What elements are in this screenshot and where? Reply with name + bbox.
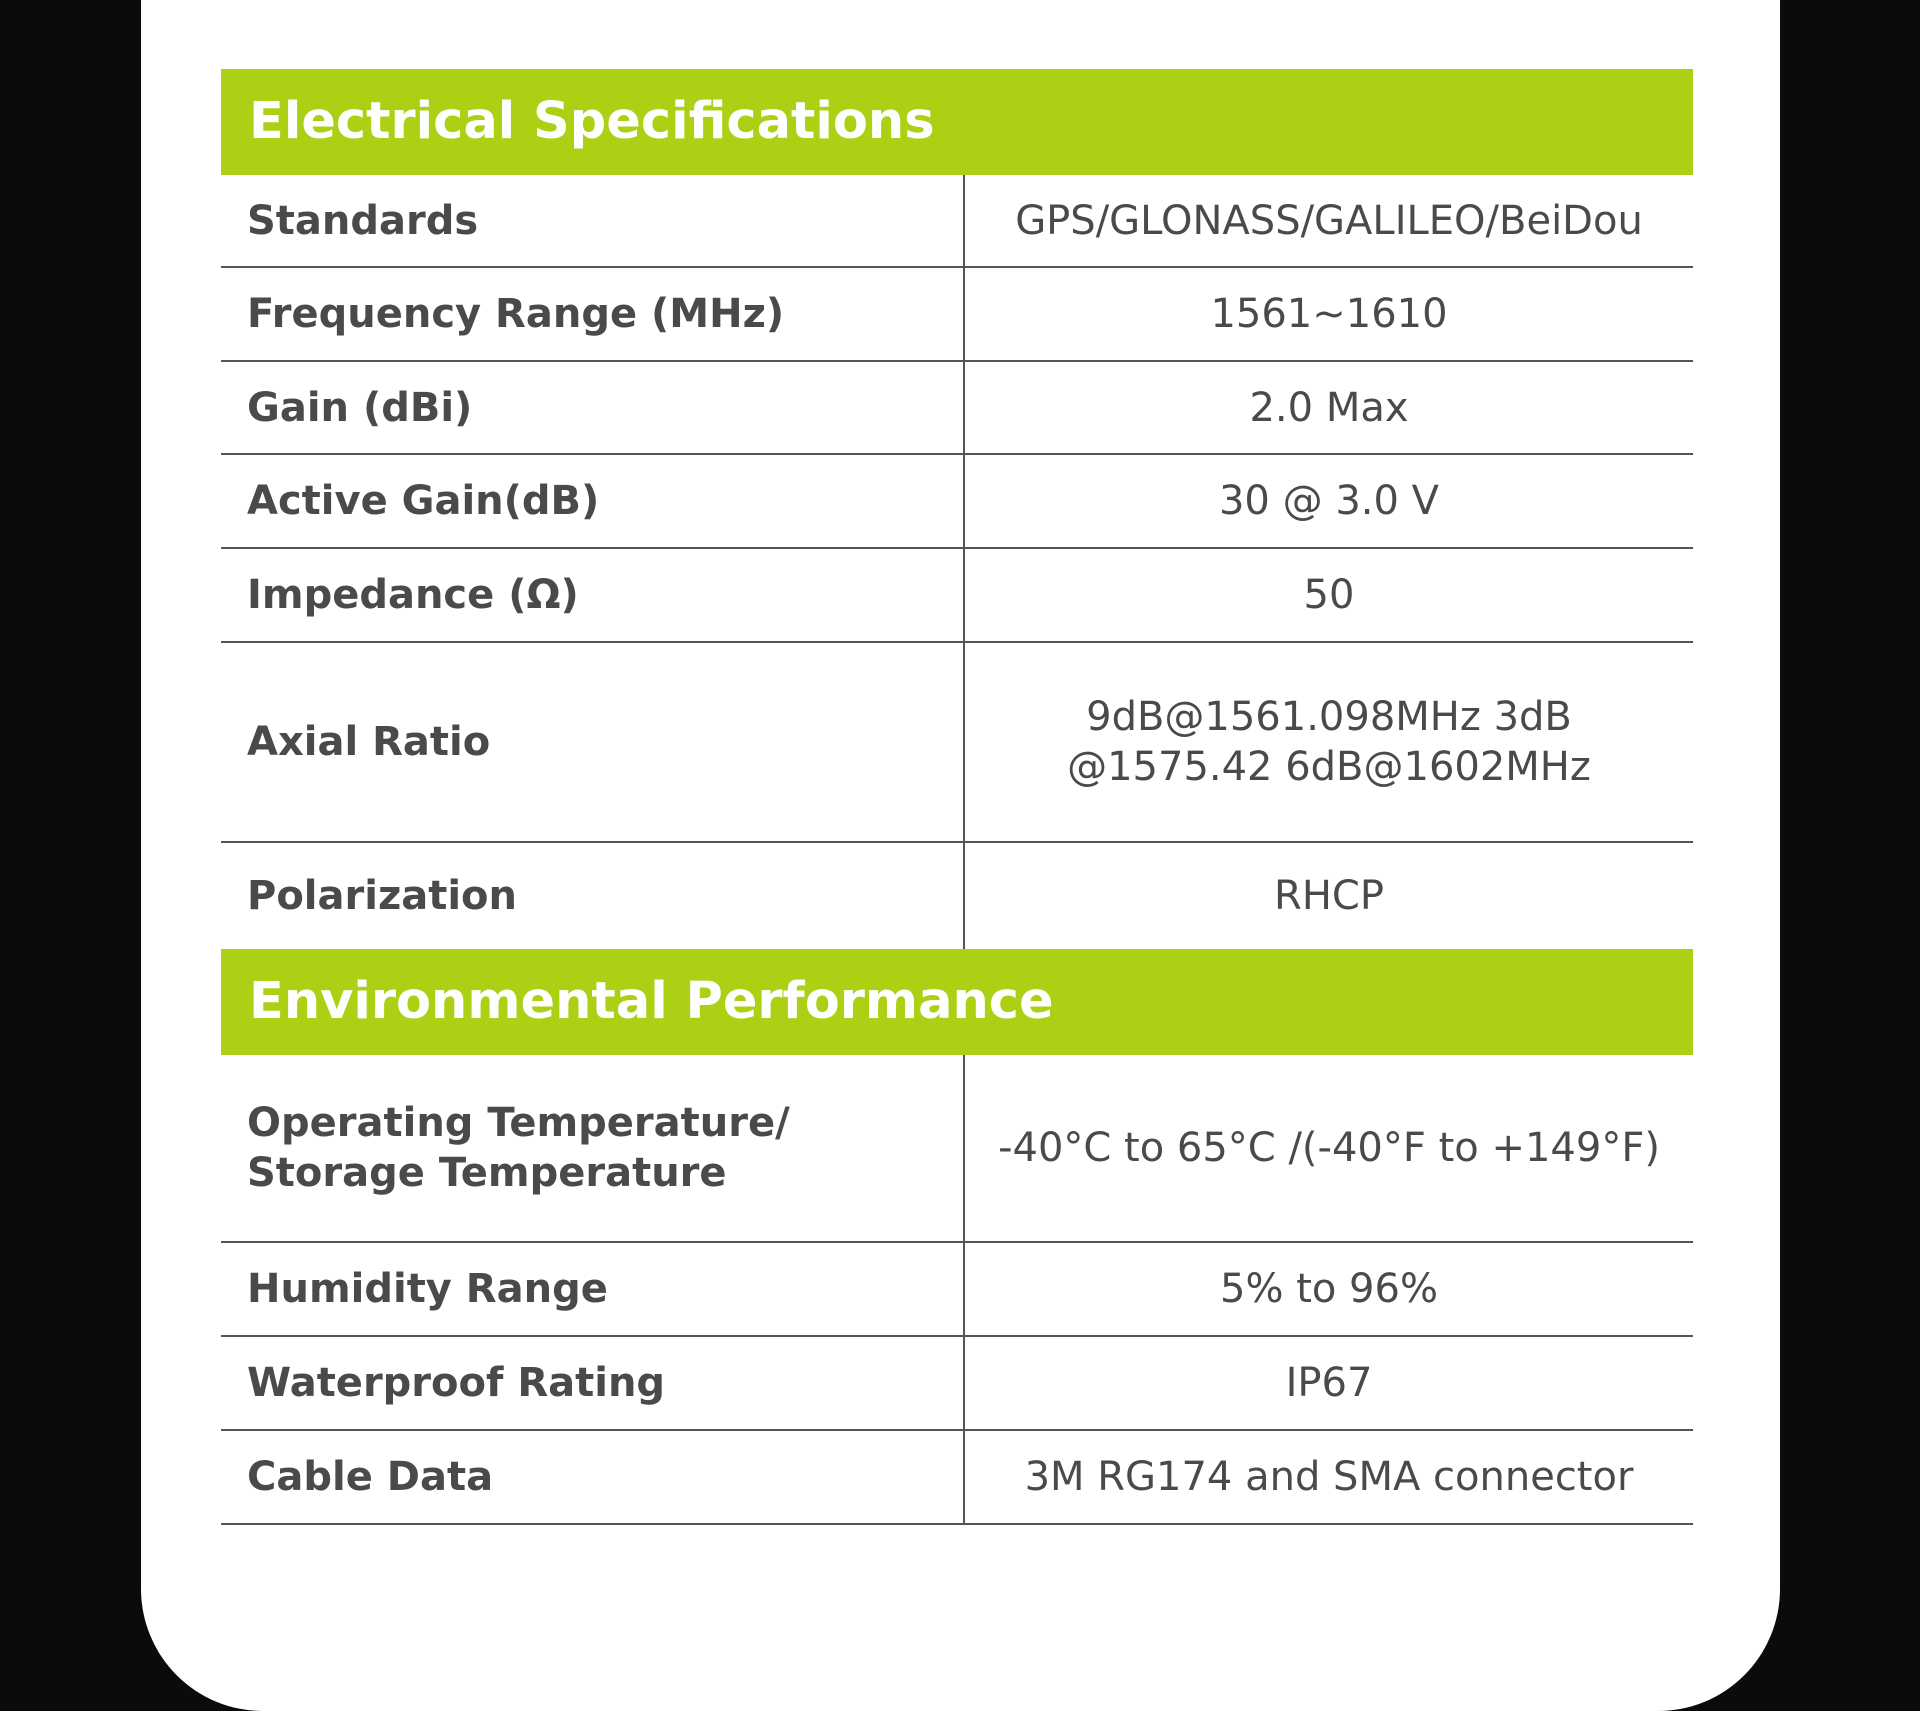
axial-ratio-value: [1067, 692, 1591, 792]
table-row: [221, 643, 1693, 843]
spec-value: IP67: [1285, 1360, 1373, 1406]
label-line: Operating Temperature/: [247, 1100, 790, 1146]
spec-label: Gain (dBi): [221, 362, 965, 453]
electrical-specifications-header: Electrical Specifications: [221, 69, 1693, 175]
spec-label: Impedance (Ω): [221, 549, 965, 641]
spec-value: RHCP: [1274, 873, 1384, 919]
spec-label: Standards: [221, 175, 965, 266]
value-line: 9dB@1561.098MHz 3dB: [1086, 694, 1572, 740]
spec-table: [221, 69, 1693, 1525]
table-row: [221, 1431, 1693, 1525]
spec-label: Axial Ratio: [221, 643, 965, 841]
environmental-performance-header: Environmental Performance: [221, 949, 1693, 1055]
table-row: [221, 1055, 1693, 1243]
spec-value: 50: [1303, 572, 1355, 618]
spec-label: Active Gain(dB): [221, 455, 965, 547]
spec-label: Humidity Range: [221, 1243, 965, 1335]
spec-value: 2.0 Max: [1249, 384, 1409, 431]
spec-value: 1561~1610: [1210, 291, 1448, 337]
spec-value: [965, 643, 1693, 841]
spec-value: -40°C to 65°C /(-40°F to +149°F): [998, 1125, 1660, 1171]
table-row: [221, 268, 1693, 362]
spec-label: [221, 1055, 965, 1241]
spec-label: Cable Data: [221, 1431, 965, 1523]
table-row: [221, 843, 1693, 949]
value-line: @1575.42 6dB@1602MHz: [1067, 744, 1591, 790]
table-row: [221, 455, 1693, 549]
table-row: [221, 175, 1693, 268]
spec-value: GPS/GLONASS/GALILEO/BeiDou: [1015, 197, 1643, 244]
table-row: [221, 549, 1693, 643]
spec-label: Waterproof Rating: [221, 1337, 965, 1429]
label-line: Storage Temperature: [247, 1150, 727, 1196]
table-row: [221, 1337, 1693, 1431]
temperature-label: [247, 1098, 790, 1198]
spec-label: Frequency Range (MHz): [221, 268, 965, 360]
spec-value: 30 @ 3.0 V: [1218, 478, 1440, 524]
table-row: [221, 362, 1693, 455]
spec-value: 5% to 96%: [1220, 1266, 1438, 1312]
spec-value: 3M RG174 and SMA connector: [1024, 1454, 1634, 1500]
table-row: [221, 1243, 1693, 1337]
spec-label: Polarization: [221, 843, 965, 949]
